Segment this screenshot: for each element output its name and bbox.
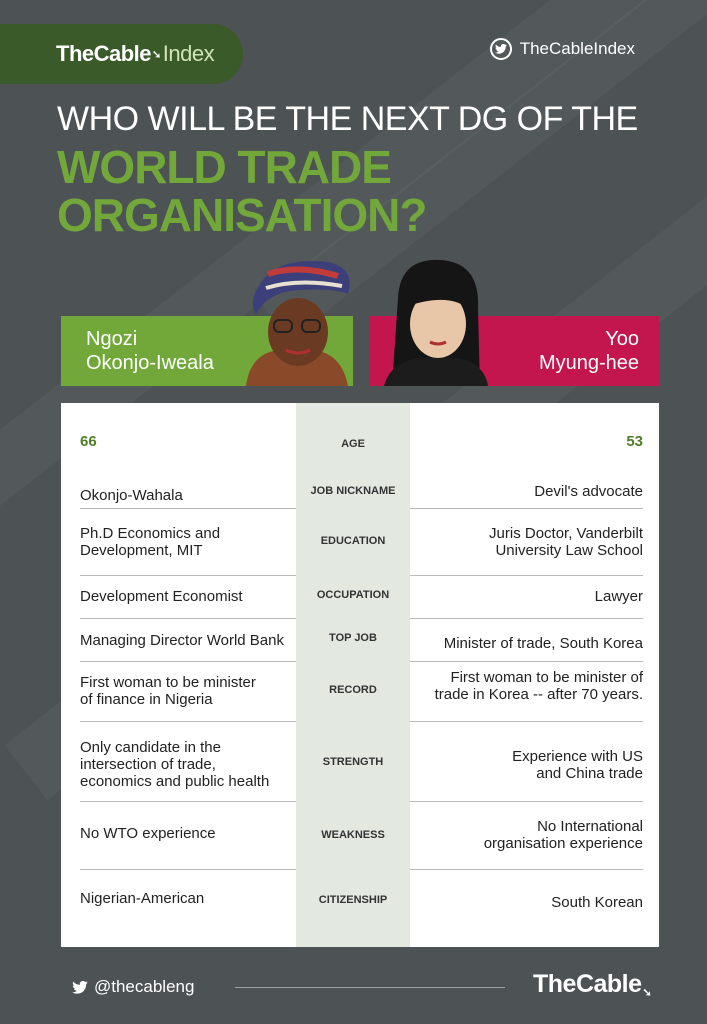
brand-logo xyxy=(0,24,243,84)
row-divider xyxy=(410,618,643,619)
right-value-line: University Law School xyxy=(495,542,643,559)
age-left-value: 66 xyxy=(80,433,97,450)
right-value-line: South Korean xyxy=(551,894,643,911)
right-value xyxy=(512,748,643,782)
left-value-line: intersection of trade, xyxy=(80,756,216,773)
right-value xyxy=(551,894,643,911)
right-value-line: Juris Doctor, Vanderbilt xyxy=(489,525,643,542)
row-divider xyxy=(80,575,296,576)
left-value xyxy=(80,588,243,605)
row-divider xyxy=(410,661,643,662)
row-divider xyxy=(410,508,643,509)
left-value xyxy=(80,674,256,708)
footer-handle-text: @thecableng xyxy=(94,977,195,996)
cursor-icon: ➘ xyxy=(642,987,652,999)
category-label: CITIZENSHIP xyxy=(318,894,388,906)
left-value-line: of finance in Nigeria xyxy=(80,691,213,708)
age-right-value: 53 xyxy=(626,433,643,450)
right-value-line: Devil's advocate xyxy=(534,483,643,500)
row-divider xyxy=(80,508,296,509)
left-value-line: Only candidate in the xyxy=(80,739,221,756)
right-value-line: trade in Korea -- after 70 years. xyxy=(434,686,643,703)
left-value xyxy=(80,739,269,790)
category-label: JOB NICKNAME xyxy=(310,485,396,497)
right-value-line: Lawyer xyxy=(594,588,643,605)
category-label: STRENGTH xyxy=(322,756,384,768)
category-label: EDUCATION xyxy=(320,535,386,547)
right-value-line: Minister of trade, South Korea xyxy=(443,635,643,652)
twitter-handle-text: TheCableIndex xyxy=(519,39,635,58)
row-divider xyxy=(410,869,643,870)
right-value-line: and China trade xyxy=(536,765,643,782)
left-value xyxy=(80,525,220,559)
left-value xyxy=(80,890,204,907)
candidate-right-first: Yoo xyxy=(605,328,639,350)
candidate-left-first: Ngozi xyxy=(86,328,138,350)
right-value-line: First woman to be minister of xyxy=(450,669,643,686)
left-value xyxy=(80,825,216,842)
twitter-handle-top[interactable] xyxy=(490,38,635,60)
right-value-line: No International xyxy=(537,818,643,835)
brand-name: TheCable xyxy=(56,41,152,66)
category-label: WEAKNESS xyxy=(321,829,385,841)
brand-index-label: Index xyxy=(162,41,215,66)
left-value xyxy=(80,632,284,649)
category-label: RECORD xyxy=(329,684,377,696)
row-divider xyxy=(80,869,296,870)
left-value-line: Okonjo-Wahala xyxy=(80,487,183,504)
right-value xyxy=(435,669,643,703)
twitter-icon xyxy=(72,981,88,994)
left-value-line: Ph.D Economics and xyxy=(80,525,221,542)
row-divider xyxy=(410,801,643,802)
headline-line2a: WORLD TRADE xyxy=(57,141,391,193)
comparison-table xyxy=(61,403,659,947)
right-value-line: organisation experience xyxy=(483,835,643,852)
footer-twitter-handle[interactable] xyxy=(72,977,194,997)
age-label: AGE xyxy=(341,438,365,450)
row-divider xyxy=(80,801,296,802)
row-divider xyxy=(410,721,643,722)
left-value-line: Managing Director World Bank xyxy=(80,632,284,649)
right-value xyxy=(489,525,643,559)
right-value xyxy=(595,588,643,605)
candidate-left-portrait xyxy=(238,254,354,386)
candidate-left-last: Okonjo-Iweala xyxy=(86,352,214,374)
candidate-right-last: Myung-hee xyxy=(538,352,639,374)
left-value-line: First woman to be minister xyxy=(80,674,256,691)
left-value-line: Nigerian-American xyxy=(80,890,205,907)
row-divider xyxy=(80,721,296,722)
category-label: OCCUPATION xyxy=(316,589,390,601)
row-divider xyxy=(410,575,643,576)
headline-line1: WHO WILL BE THE NEXT DG OF THE xyxy=(57,100,638,138)
headline-line2b: ORGANISATION? xyxy=(57,189,427,241)
headline-line2 xyxy=(57,143,426,239)
row-divider xyxy=(80,661,296,662)
category-label: TOP JOB xyxy=(329,632,377,644)
left-value-line: Development, MIT xyxy=(80,542,203,559)
right-value xyxy=(484,818,643,852)
footer-logo-text: TheCable xyxy=(533,970,642,998)
left-value xyxy=(80,487,183,504)
row-divider xyxy=(80,618,296,619)
twitter-icon xyxy=(490,38,512,60)
footer-divider xyxy=(235,987,505,988)
right-value xyxy=(444,635,643,652)
right-value-line: Experience with US xyxy=(512,748,643,765)
footer-logo xyxy=(533,970,651,999)
candidate-right-portrait xyxy=(380,258,492,386)
right-value xyxy=(534,483,643,500)
left-value-line: economics and public health xyxy=(80,773,270,790)
left-value-line: Development Economist xyxy=(80,588,243,605)
cursor-icon: ➘ xyxy=(152,48,161,61)
left-value-line: No WTO experience xyxy=(80,825,216,842)
